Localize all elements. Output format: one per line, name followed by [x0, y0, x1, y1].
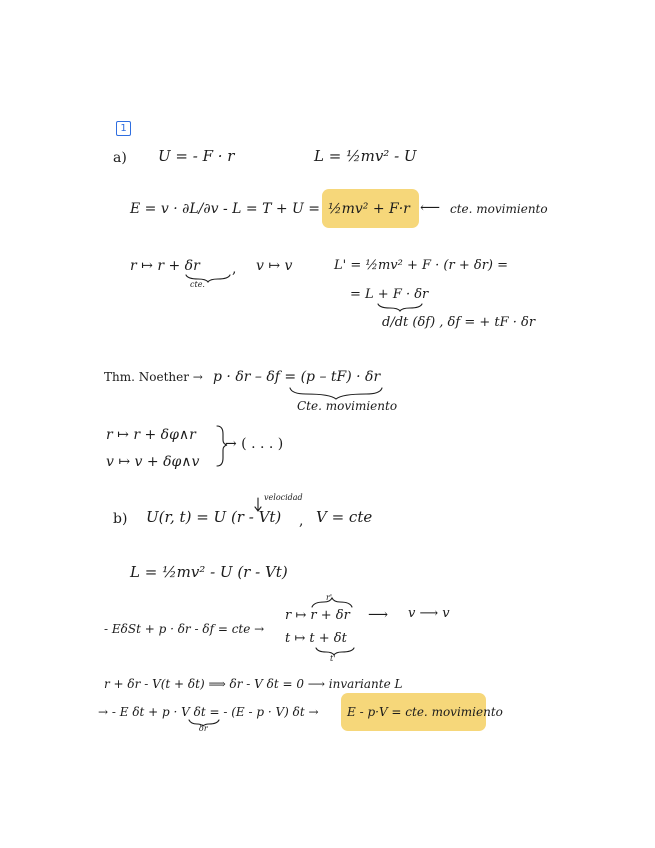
comma-2: ,: [299, 513, 304, 529]
final-line: → - E δt + p · V δt = - (E - p · V) δt →: [98, 705, 319, 719]
problem-number: 1: [116, 121, 131, 136]
rotation-result: → ( . . . ): [225, 436, 284, 452]
energy-note: cte. movimiento: [450, 202, 548, 216]
lagrangian-prime: L' = ½mv² + F · (r + δr) =: [334, 258, 509, 273]
final-under: δr: [199, 724, 208, 733]
shift-line: r + δr - V(t + δt) ⟹ δr - V δt = 0 ⟶ invariante L: [104, 677, 403, 691]
energy-expression: E = v · ∂L/∂v - L = T + U =: [130, 201, 321, 217]
part-a-label: a): [113, 150, 127, 166]
velocity-note: velocidad: [264, 493, 303, 502]
map-r-top: r': [326, 593, 333, 602]
underbrace-fdr: [378, 304, 422, 311]
lagrangian-prime-2: = L + F · δr: [350, 287, 429, 302]
lagrangian-b: L = ½mv² - U (r - Vt): [130, 563, 288, 581]
transform-r: r ↦ r + δr: [130, 258, 200, 274]
noether-label: Thm. Noether →: [104, 370, 203, 384]
comma-1: ,: [232, 261, 237, 277]
underbrace-t: [316, 648, 354, 655]
v-constant: V = cte: [316, 508, 373, 526]
conserved-expression: - EδSt + p · δr - δf = cte →: [104, 622, 265, 636]
rotation-v: v ↦ v + δφ∧v: [106, 454, 200, 470]
potential-b: U(r, t) = U (r - Vt): [146, 508, 282, 526]
noether-expression: p · δr – δf = (p – tF) · δr: [213, 369, 381, 385]
map-v: v ⟶ v: [408, 606, 450, 621]
noether-note: Cte. movimiento: [297, 399, 398, 413]
arrow-left-icon: ⟵: [420, 200, 441, 216]
df-line: d/dt (δf) , δf = + tF · δr: [382, 315, 536, 330]
transform-r-note: cte.: [190, 280, 205, 289]
underbrace-noether: [290, 388, 382, 399]
transform-v: v ↦ v: [256, 258, 293, 274]
map-r: r ↦ r + δr: [285, 608, 350, 623]
lagrangian-a: L = ½mv² - U: [314, 147, 417, 165]
arrow-right-icon: ⟶: [368, 607, 389, 623]
energy-boxed: ½mv² + F·r: [328, 201, 410, 217]
rotation-r: r ↦ r + δφ∧r: [106, 427, 196, 443]
final-boxed: E - p·V = cte. movimiento: [347, 705, 503, 719]
part-b-label: b): [113, 511, 128, 527]
potential-a: U = - F · r: [158, 147, 235, 165]
map-t-bottom: t': [330, 654, 336, 663]
map-t: t ↦ t + δt: [285, 631, 347, 646]
